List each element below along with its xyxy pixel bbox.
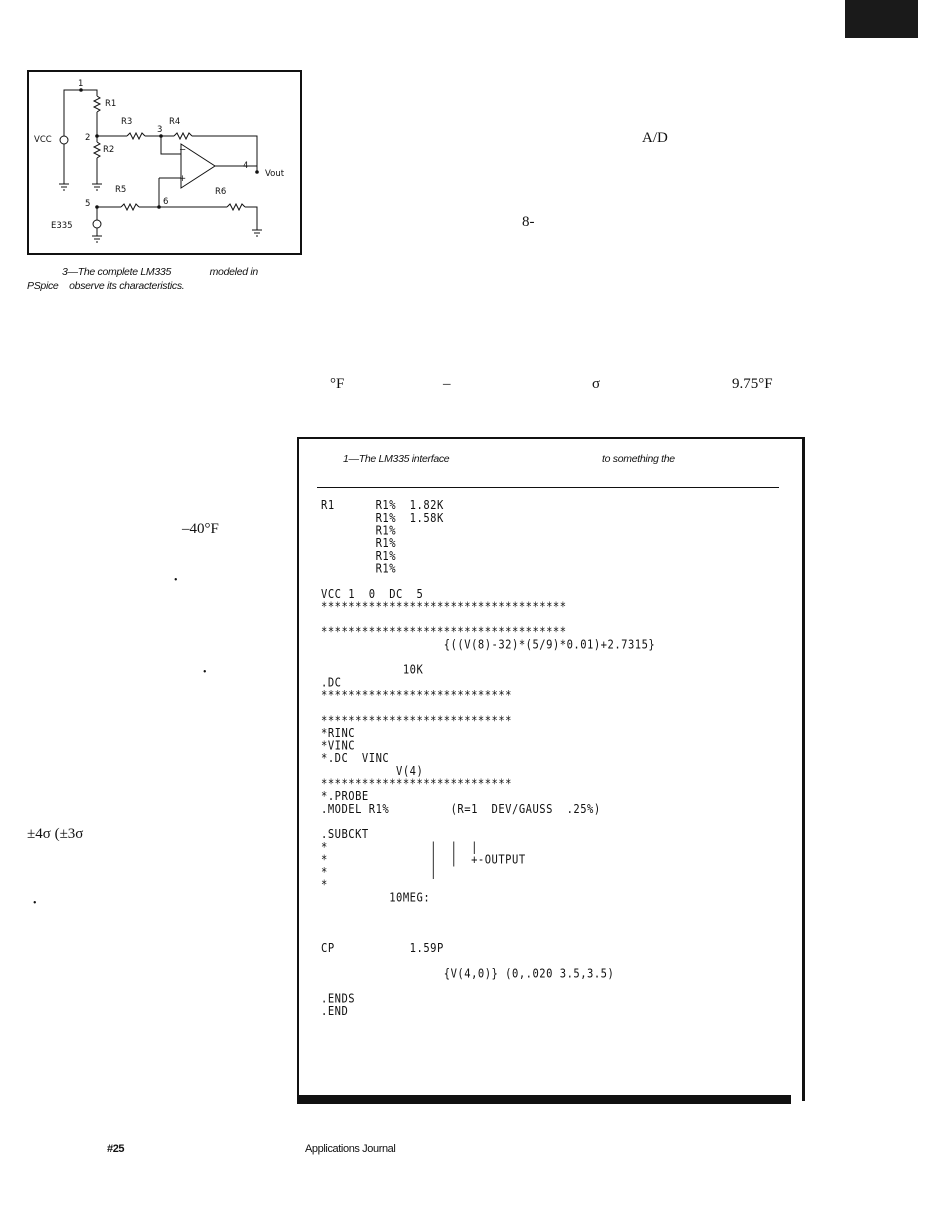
listing-line: 10K — [321, 663, 424, 678]
listing-line: .DC — [321, 675, 342, 690]
text-sigma: σ — [592, 376, 601, 392]
r2-label: R2 — [103, 145, 115, 155]
listing-line: CP 1.59P — [321, 941, 444, 956]
listing-box — [297, 437, 805, 1101]
listing-line: * | | | — [321, 840, 478, 855]
footer-journal: Applications Journal — [305, 1143, 396, 1155]
text-minus40: –40°F — [182, 521, 219, 537]
figure-caption-modeled: modeled in — [209, 266, 258, 278]
figure-caption-pspice: PSpice — [27, 280, 59, 292]
listing-line: V(4) — [321, 764, 424, 779]
circuit-figure — [27, 70, 302, 255]
figure-caption-observe: observe its characteristics. — [69, 280, 185, 292]
e335-label: E335 — [51, 221, 73, 231]
node-2-label: 2 — [85, 133, 91, 143]
listing-line — [321, 816, 655, 829]
listing-line: VCC 1 0 DC 5 — [321, 587, 424, 602]
node-6-label: 6 — [163, 197, 169, 207]
listing-line: R1% 1.58K — [321, 511, 444, 526]
listing-line: .ENDS — [321, 992, 356, 1006]
text-dash: – — [443, 376, 451, 392]
listing-line: **************************** — [321, 688, 513, 703]
listing-line: **************************** — [321, 713, 513, 728]
listing-line: R1 R1% 1.82K — [321, 498, 444, 513]
figure-caption-line1 — [62, 266, 258, 278]
node-3-label: 3 — [157, 125, 163, 135]
listing-line: * — [321, 878, 328, 893]
text-ad: A/D — [642, 130, 668, 146]
listing-line: R1% — [321, 536, 397, 551]
listing-line: .SUBCKT — [321, 827, 369, 842]
node-1-label: 1 — [78, 79, 84, 89]
corner-tab — [845, 0, 918, 38]
text-eight: 8- — [522, 214, 535, 230]
listing-line — [321, 917, 655, 930]
listing-line — [321, 981, 655, 994]
text-dot-2: • — [203, 667, 207, 678]
listing-line: .MODEL R1% (R=1 DEV/GAUSS .25%) — [321, 802, 601, 817]
text-dot-1: • — [174, 575, 178, 586]
listing-line: *VINC — [321, 739, 356, 753]
r6-label: R6 — [215, 187, 227, 197]
r4-label: R4 — [169, 117, 181, 127]
listing-bottom-bar — [297, 1095, 791, 1104]
footer-issue: #25 — [107, 1143, 125, 1155]
r5-label: R5 — [115, 185, 127, 195]
listing-caption-tail: to something the — [602, 453, 675, 465]
listing-line: *.DC VINC — [321, 751, 390, 766]
listing-line: R1% — [321, 549, 397, 564]
node-5-label: 5 — [85, 199, 91, 209]
figure-caption-line2 — [27, 280, 184, 292]
listing-line — [321, 905, 655, 918]
listing-line: ************************************ — [321, 600, 567, 614]
listing-line: *RINC — [321, 726, 356, 741]
r1-label: R1 — [105, 99, 117, 109]
listing-line: .END — [321, 1004, 349, 1019]
text-temp: 9.75°F — [732, 376, 773, 392]
listing-line: 10MEG: — [321, 891, 431, 905]
r3-label: R3 — [121, 117, 133, 127]
vcc-label: VCC — [34, 135, 52, 145]
listing-line: * | | +-OUTPUT — [321, 853, 526, 867]
text-sigma4: ±4σ (±3σ — [27, 826, 84, 842]
listing-line: {((V(8)-32)*(5/9)*0.01)+2.7315} — [321, 638, 656, 652]
listing-line: * | — [321, 865, 437, 880]
text-deg-f: °F — [330, 376, 345, 392]
opamp-plus-sign: + — [179, 174, 187, 184]
spice-listing — [321, 500, 655, 1019]
listing-line: ************************************ — [321, 625, 567, 640]
listing-line: **************************** — [321, 777, 513, 791]
listing-line: R1% — [321, 562, 397, 576]
listing-rule — [317, 487, 779, 488]
listing-line: R1% — [321, 524, 397, 538]
listing-line: {V(4,0)} (0,.020 3.5,3.5) — [321, 966, 615, 981]
listing-caption-title: 1—The LM335 interface — [343, 453, 450, 465]
figure-caption-number: 3—The complete LM335 — [62, 266, 171, 278]
node-4-label: 4 — [243, 161, 249, 171]
lm335-schematic — [29, 72, 300, 253]
opamp-minus-sign: − — [179, 145, 187, 155]
text-dot-3: • — [33, 898, 37, 909]
listing-line: *.PROBE — [321, 789, 369, 804]
vout-label: Vout — [265, 169, 285, 179]
